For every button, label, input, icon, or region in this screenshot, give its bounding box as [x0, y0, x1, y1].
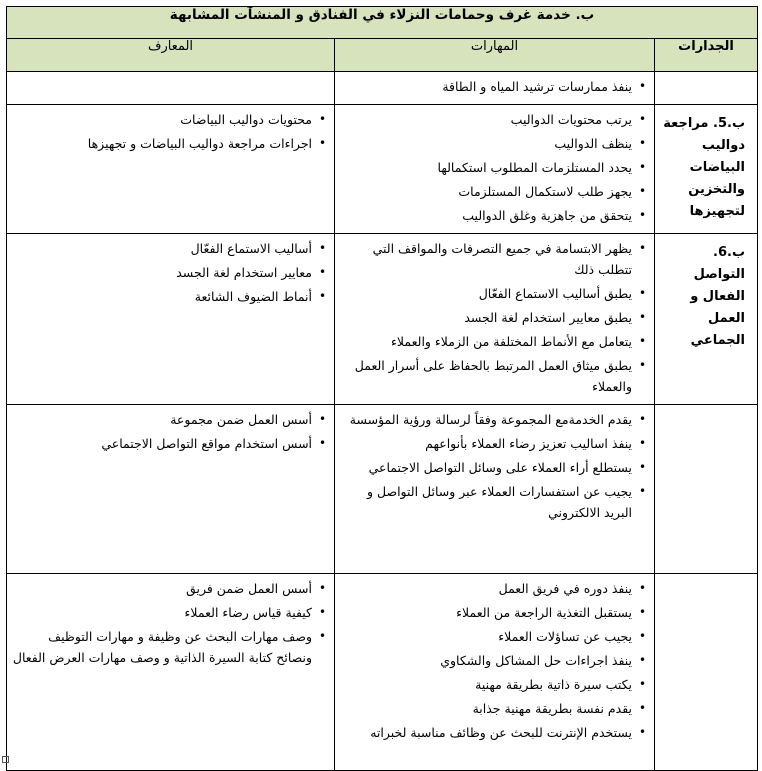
table-row: [7, 234, 758, 405]
header-competencies: الجدارات: [655, 39, 758, 72]
list-item: • يقدم نفسة بطريقة مهنية جذابة: [339, 698, 646, 719]
table-row: [7, 105, 758, 234]
list-item: • يجيب عن استفسارات العملاء عبر وسائل التواصل و البريد الالكتروني: [339, 481, 646, 523]
list-item: • يرتب محتويات الدواليب: [339, 109, 646, 130]
skills-cell: [335, 574, 655, 771]
list-item: • أساليب الاستماع الفعّال: [11, 238, 326, 259]
list-item: • يستطلع أراء العملاء على وسائل التواصل الاجتماعي: [339, 457, 646, 478]
list-item: • معايير استخدام لغة الجسد: [11, 262, 326, 283]
list-item: • يستقبل التغذية الراجعة من العملاء: [339, 602, 646, 623]
table-row: [7, 72, 758, 105]
list-item: • ينظف الدواليب: [339, 133, 646, 154]
list-item: • يستخدم الإنترنت للبحث عن وظائف مناسبة لخبراته: [339, 722, 646, 743]
competency-cell: [655, 72, 758, 105]
header-row: [7, 39, 758, 72]
knowledge-cell: [7, 105, 335, 234]
list-item: • وصف مهارات البحث عن وظيفة و مهارات التوظيف ونصائح كتابة السيرة الذاتية و وصف مهارات العرض الفعال: [11, 626, 326, 668]
list-item: • يحدد المستلزمات المطلوب استكمالها: [339, 157, 646, 178]
knowledge-cell: [7, 72, 335, 105]
list-item: • يتحقق من جاهزية وغلق الدواليب: [339, 205, 646, 226]
competency-cell: [655, 574, 758, 771]
skills-cell: [335, 105, 655, 234]
knowledge-cell: [7, 234, 335, 405]
knowledge-cell: [7, 574, 335, 771]
skills-cell: [335, 72, 655, 105]
header-skills: المهارات: [335, 39, 655, 72]
list-item: • محتويات دواليب البياضات: [11, 109, 326, 130]
list-item: • ينفذ دوره في فريق العمل: [339, 578, 646, 599]
skills-cell: [335, 405, 655, 574]
paragraph-mark: [2, 756, 9, 763]
competency-table: [6, 6, 758, 771]
title-row: [7, 7, 758, 39]
list-item: • يظهر الابتسامة في جميع التصرفات والمواقف التي تتطلب ذلك: [339, 238, 646, 280]
competency-cell: [655, 405, 758, 574]
list-item: • أسس استخدام مواقع التواصل الاجتماعي: [11, 433, 326, 454]
list-item: • ينفذ اساليب تعزيز رضاء العملاء بأنواعهم: [339, 433, 646, 454]
table-row: [7, 574, 758, 771]
list-item: • أسس العمل ضمن فريق: [11, 578, 326, 599]
header-knowledge: المعارف: [7, 39, 335, 72]
list-item: • يقدم الخدمةمع المجموعة وفقاً لرسالة ورؤية المؤسسة: [339, 409, 646, 430]
list-item: • يطبق أساليب الاستماع الفعّال: [339, 283, 646, 304]
list-item: • أسس العمل ضمن مجموعة: [11, 409, 326, 430]
list-item: • كيفية قياس رضاء العملاء: [11, 602, 326, 623]
competency-cell: ب.6. التواصل الفعال و العمل الجماعي: [655, 234, 758, 405]
list-item: • يكتب سيرة ذاتية بطريقة مهنية: [339, 674, 646, 695]
table-title: ب. خدمة غرف وحمامات النزلاء في الفنادق و المنشآت المشابهة: [7, 7, 758, 39]
list-item: • أنماط الضيوف الشائعة: [11, 286, 326, 307]
list-item: • اجراءات مراجعة دواليب البياضات و تجهيزها: [11, 133, 326, 154]
list-item: • ينفذ اجراءات حل المشاكل والشكاوي: [339, 650, 646, 671]
list-item: • ينفذ ممارسات ترشيد المياه و الطاقة: [339, 76, 646, 97]
skills-cell: [335, 234, 655, 405]
table-row: [7, 405, 758, 574]
competency-cell: ب.5. مراجعة دواليب البياضات والتخزين لتجهيزها: [655, 105, 758, 234]
list-item: • يطبق معايير استخدام لغة الجسد: [339, 307, 646, 328]
list-item: • يتعامل مع الأنماط المختلفة من الزملاء والعملاء: [339, 331, 646, 352]
list-item: • يجهز طلب لاستكمال المستلزمات: [339, 181, 646, 202]
list-item: • يجيب عن تساؤلات العملاء: [339, 626, 646, 647]
knowledge-cell: [7, 405, 335, 574]
list-item: • يطبق ميثاق العمل المرتبط بالحفاظ على أسرار العمل والعملاء: [339, 355, 646, 397]
